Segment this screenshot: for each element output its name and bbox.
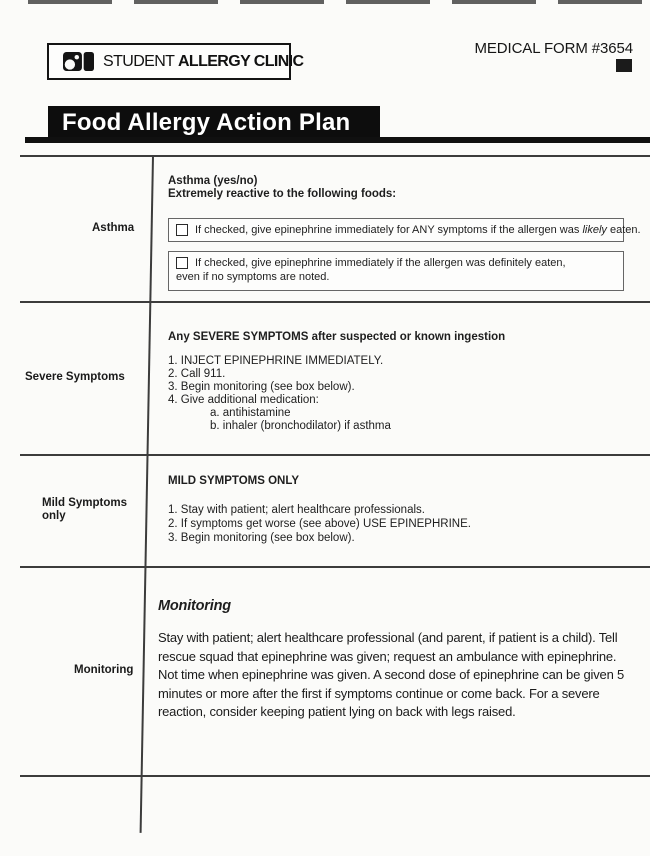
monitoring-heading: Monitoring	[158, 598, 231, 614]
checkbox-likely-eaten[interactable]	[176, 224, 188, 236]
mild-step-3: 3. Begin monitoring (see box below).	[168, 532, 355, 544]
section-label-severe: Severe Symptoms	[25, 371, 125, 383]
severe-step-2: 2. Call 911.	[168, 368, 226, 380]
section-severe-symptoms	[0, 301, 650, 454]
page-title: Food Allergy Action Plan	[62, 109, 351, 136]
severe-step-3: 3. Begin monitoring (see box below).	[168, 381, 355, 393]
severe-substep-b: b. inhaler (bronchodilator) if asthma	[210, 420, 391, 432]
severe-step-4: 4. Give additional medication:	[168, 394, 319, 406]
section-label-monitoring: Monitoring	[74, 664, 134, 676]
severe-substep-a: a. antihistamine	[210, 407, 291, 419]
title-underline-rule	[25, 137, 650, 143]
checkbox-definitely-label-line2: even if no symptoms are noted.	[176, 271, 330, 283]
section-content-severe	[168, 331, 630, 433]
mild-steps	[168, 503, 630, 545]
clinic-logo-icon	[63, 52, 94, 71]
scan-edge-artifact	[28, 0, 650, 4]
mild-label-line1: Mild Symptoms	[42, 497, 127, 509]
section-label-mild	[0, 454, 192, 566]
asthma-heading-line1: Asthma (yes/no)	[168, 175, 258, 187]
asthma-heading-line2: Extremely reactive to the following foods:	[168, 188, 397, 200]
title-banner	[48, 106, 380, 139]
checkbox-likely-label: If checked, give epinephrine immediately for ANY symptoms if the allergen was likely eaten.	[195, 224, 641, 236]
clinic-name	[103, 53, 303, 71]
corner-registration-mark	[616, 59, 632, 72]
clinic-name-bold: ALLERGY CLINIC	[177, 52, 304, 70]
checkbox-box-likely-eaten	[168, 218, 641, 242]
section-label-asthma: Asthma	[92, 221, 135, 234]
clinic-logo	[47, 43, 304, 80]
mild-label-line2: only	[42, 510, 66, 522]
section-mild-symptoms	[0, 454, 650, 566]
checkbox-box-definitely-eaten	[168, 251, 624, 291]
checkbox-definitely-eaten[interactable]	[176, 257, 188, 269]
severe-steps	[168, 355, 630, 433]
form-number: MEDICAL FORM #3654	[474, 40, 633, 57]
clinic-name-regular: STUDENT	[103, 52, 175, 70]
emphasis-likely: likely	[582, 224, 607, 236]
mild-step-2: 2. If symptoms get worse (see above) USE EPINEPHRINE.	[168, 518, 471, 530]
section-monitoring	[0, 566, 650, 775]
section-content-monitoring	[158, 598, 636, 722]
section-content-asthma	[168, 175, 641, 291]
section-content-mild	[168, 475, 630, 545]
monitoring-body: Stay with patient; alert healthcare professional (and parent, if patient is a child). Tell rescue squad that epinephrine was given; request an ambulance with epinephrine. Not time when epinephrine was given. A second dose of epinephrine can be given 5 minutes or more after the first if symptoms continue or come back. For a severe reaction, consider keeping patient lying on back with legs raised.	[158, 630, 625, 719]
severe-heading: Any SEVERE SYMPTOMS after suspected or known ingestion	[168, 331, 506, 343]
section-asthma	[0, 155, 650, 301]
severe-step-1: 1. INJECT EPINEPHRINE IMMEDIATELY.	[168, 355, 384, 367]
mild-step-1: 1. Stay with patient; alert healthcare professionals.	[168, 504, 425, 516]
mild-heading: MILD SYMPTOMS ONLY	[168, 475, 299, 487]
table-rule-bottom	[20, 775, 650, 777]
checkbox-definitely-label-line1: If checked, give epinephrine immediately if the allergen was definitely eaten,	[195, 257, 566, 269]
